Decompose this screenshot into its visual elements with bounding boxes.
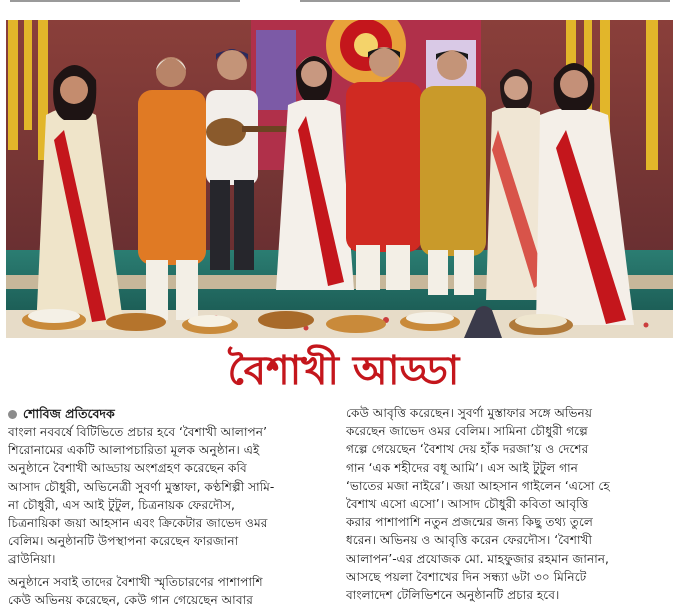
article-column-2 <box>346 404 680 604</box>
article-line: ‘ভাতের মজা নাইরে’। জয়া আহসান গাইলেন ‘এসো হে <box>346 478 610 493</box>
article-line: বৈশাখ এসো এসো’। আসাদ চৌধুরী কবিতা আবৃত্তি <box>346 496 589 511</box>
article-line: আসছে পয়লা বৈশাখের দিন সন্ধ্যা ৬টা ৩০ মিনিটে <box>346 569 587 584</box>
article-line: বেলিম। অনুষ্ঠানটি উপস্থাপনা করেছেন ফারজানা <box>8 534 239 549</box>
article-line: কেউ আবৃত্তি করেছেন। সুবর্ণা মুস্তাফার সঙ্গে অভিনয় <box>346 406 593 420</box>
article-line: ব্রাউনিয়া। <box>8 552 56 567</box>
article-line: চিত্রনায়িকা জয়া আহসান এবং ক্রিকেটার জাভেদ ওমর <box>8 515 268 530</box>
article-line: আলাপন’-এর প্রযোজক মো. মাহফুজার রহমান জানান, <box>346 551 609 566</box>
article-line: অনুষ্ঠানে সবাই তাদের বৈশাখী স্মৃতিচারণের পাশাপাশি <box>8 574 263 589</box>
article-line: অনুষ্ঠানে বৈশাখী আড্ডায় অংশগ্রহণ করেছেন কবি <box>8 461 247 476</box>
article-line: বাংলা নববর্ষে বিটিভিতে প্রচার হবে ‘বৈশাখী আলাপন’ <box>8 425 267 439</box>
article-line: না চৌধুরী, এস আই টুটুল, চিত্রনায়ক ফেরদৌস, <box>8 497 235 512</box>
article-line: ধরেন। অভিনয় ও আবৃত্তি করেন ফেরদৌস। ‘বৈশাখী <box>346 533 593 548</box>
article-line: কেউ অভিনয় করেছেন, কেউ গান গেয়েছেন আবার <box>8 592 253 607</box>
group-photo <box>6 20 673 338</box>
article-column-1 <box>8 423 334 609</box>
article-line: করার পাশাপাশি নতুন প্রজন্মের জন্য কিছু তথ্য তুলে <box>346 515 593 530</box>
headline: বৈশাখী আড্ডা <box>227 348 460 394</box>
top-rule-left <box>10 0 240 2</box>
article-line: বাংলাদেশ টেলিভিশনে অনুষ্ঠানটি প্রচার হবে। <box>346 587 560 602</box>
article-line: আসাদ চৌধুরী, অভিনেত্রী সুবর্ণা মুস্তাফা, কণ্ঠশিল্পী সামি- <box>8 479 275 494</box>
article-line: গান ‘এক শহীদের বধূ আমি’। এস আই টুটুল গান <box>346 460 578 475</box>
byline-text: শোবিজ প্রতিবেদক <box>23 406 115 421</box>
byline <box>8 405 115 423</box>
article-line: শিরোনামের একটি আলাপচারিতা মূলক অনুষ্ঠান। এই <box>8 443 260 458</box>
bullet-dot-icon <box>8 410 17 419</box>
article-line: করেছেন জাভেদ ওমর বেলিম। সামিনা চৌধুরী গল্পে <box>346 424 588 439</box>
group-photo-illustration <box>6 20 673 338</box>
article-line: গল্পে গেয়েছেন ‘বৈশাখ দেয় হাঁক দরজা’য় ও দেশের <box>346 442 589 457</box>
top-rule-right <box>300 0 670 2</box>
